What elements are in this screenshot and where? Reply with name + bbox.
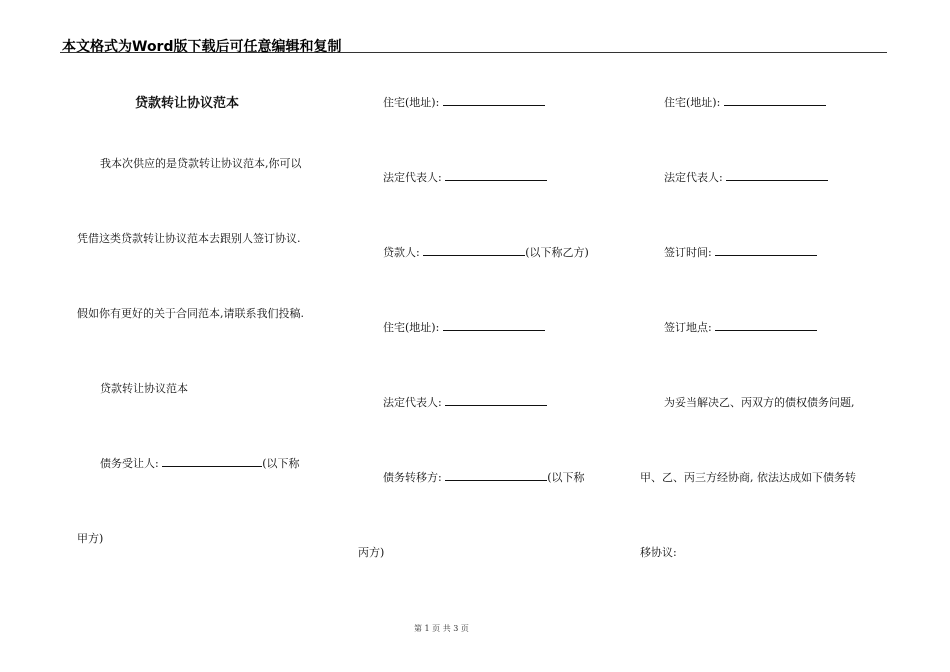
sign-time-label: 签订时间:	[664, 246, 712, 259]
right-legal-rep-label: 法定代表人:	[664, 171, 723, 184]
intro-line-1: 我本次供应的是贷款转让协议范本,你可以	[100, 157, 302, 170]
sign-place-field	[664, 319, 817, 335]
agreement-para-line-1: 为妥当解决乙、丙双方的债权债务问题,	[664, 396, 855, 409]
right-residence-blank	[724, 95, 826, 106]
transferor-label: 债务转移方:	[383, 471, 442, 484]
transferee-blank	[162, 456, 262, 467]
right-legal-rep-blank	[726, 170, 828, 181]
residence-field-2	[383, 319, 545, 335]
sign-time-field	[664, 244, 817, 260]
agreement-para-line-2: 甲、乙、丙三方经协商, 依法达成如下债务转	[640, 471, 856, 484]
residence-label-1: 住宅(地址):	[383, 96, 440, 109]
page-number: 第 1 页 共 3 页	[414, 624, 469, 633]
legal-rep-field-2	[383, 394, 547, 410]
right-residence-label: 住宅(地址):	[664, 96, 721, 109]
lender-blank	[423, 245, 525, 256]
lender-suffix: (以下称乙方)	[525, 246, 589, 259]
sign-time-blank	[715, 245, 817, 256]
transferee-field	[100, 455, 300, 471]
residence-label-2: 住宅(地址):	[383, 321, 440, 334]
legal-rep-label-2: 法定代表人:	[383, 396, 442, 409]
legal-rep-blank-2	[445, 395, 547, 406]
transferor-blank	[445, 470, 547, 481]
header-divider	[60, 52, 887, 53]
right-residence-field	[664, 94, 826, 110]
transferee-label: 债务受让人:	[100, 457, 159, 470]
transferor-suffix: (以下称	[547, 471, 585, 484]
residence-blank-2	[443, 320, 545, 331]
transferee-suffix: (以下称	[262, 457, 300, 470]
intro-line-3: 假如你有更好的关于合同范本,请联系我们投稿.	[77, 307, 304, 320]
document-header: 本文格式为Word版下载后可任意编辑和复制	[62, 39, 342, 55]
legal-rep-blank-1	[445, 170, 547, 181]
intro-line-2: 凭借这类贷款转让协议范本去跟别人签订协议.	[77, 232, 301, 245]
sign-place-blank	[715, 320, 817, 331]
residence-blank-1	[443, 95, 545, 106]
lender-field	[383, 244, 589, 260]
legal-rep-label-1: 法定代表人:	[383, 171, 442, 184]
sign-place-label: 签订地点:	[664, 321, 712, 334]
residence-field-1	[383, 94, 545, 110]
document-title: 贷款转让协议范本	[135, 96, 240, 111]
transferor-wrap: 丙方)	[358, 546, 385, 559]
transferor-field	[383, 469, 585, 485]
lender-label: 贷款人:	[383, 246, 420, 259]
section-subtitle: 贷款转让协议范本	[100, 382, 188, 395]
right-legal-rep-field	[664, 169, 828, 185]
agreement-para-line-3: 移协议:	[640, 546, 677, 559]
legal-rep-field-1	[383, 169, 547, 185]
transferee-wrap: 甲方)	[77, 532, 104, 545]
